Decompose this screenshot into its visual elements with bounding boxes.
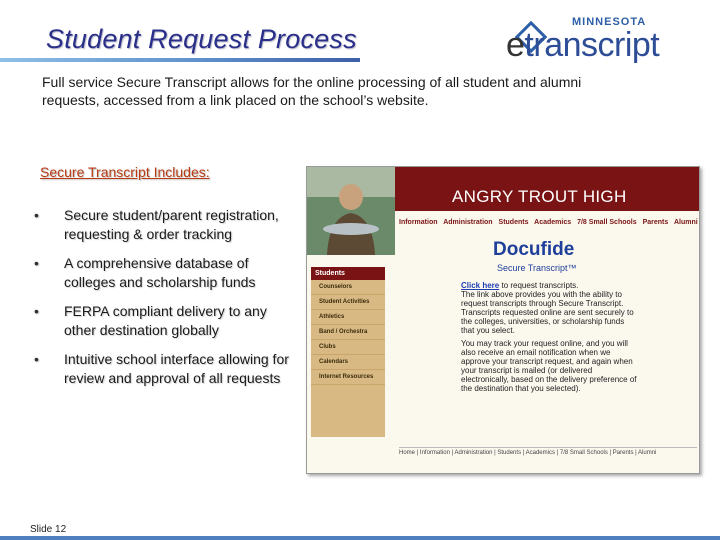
nav-item[interactable]: Alumni	[673, 219, 698, 226]
nav-item[interactable]: Administration	[443, 219, 493, 226]
sidebar-item[interactable]: Clubs	[311, 340, 385, 355]
title-underline	[0, 58, 360, 62]
sidebar-item[interactable]: Counselors	[311, 280, 385, 295]
school-website-screenshot	[306, 166, 700, 474]
nav-item[interactable]: Students	[498, 219, 529, 226]
feature-item	[34, 350, 290, 388]
bullet-icon: •	[34, 255, 39, 271]
logo-transcript: transcript	[524, 26, 660, 64]
bullet-icon: •	[34, 303, 39, 319]
sidebar-item[interactable]: Band / Orchestra	[311, 325, 385, 340]
bullet-icon: •	[34, 207, 39, 223]
body-paragraph: You may track your request online, and you will also receive an email notification when we approve your transcript request, and again when your transcript is mailed (or delivered electronically, based on the delivery preference of the destination that you selected).	[461, 339, 637, 393]
sidebar-item[interactable]: Calendars	[311, 355, 385, 370]
website-sidebar	[311, 267, 385, 437]
intro-paragraph: Full service Secure Transcript allows for the online processing of all student and alumni requests, accessed from a link placed on the school’s website.	[42, 74, 582, 108]
feature-item	[34, 254, 290, 292]
feature-list	[34, 206, 290, 398]
feature-item	[34, 206, 290, 244]
slide-number: Slide 12	[30, 524, 67, 535]
logo-e: e	[506, 26, 525, 64]
docufide-name: Docufide	[493, 239, 575, 260]
request-transcript-link[interactable]: Click here	[461, 281, 500, 290]
body-paragraph: The link above provides you with the ability to request transcripts through Secure Transcript. Transcripts requested online are sent securely to the colleges, universities, or scholarship funds that you select.	[461, 290, 634, 335]
docufide-subtitle: Secure Transcript™	[497, 263, 577, 273]
feature-text: A comprehensive database of colleges and scholarship funds	[64, 255, 256, 290]
website-body-text	[461, 281, 639, 393]
bullet-icon: •	[34, 351, 39, 367]
sidebar-item[interactable]: Student Activities	[311, 295, 385, 310]
nav-item[interactable]: Academics	[534, 219, 572, 226]
feature-item	[34, 302, 290, 340]
nav-item[interactable]: Parents	[642, 219, 669, 226]
logo-word	[506, 26, 659, 65]
website-footer-nav[interactable]: Home | Information | Administration | Students | Academics | 7/8 Small Schools | Parents | Alumni	[399, 447, 697, 456]
footer-bar	[0, 536, 720, 540]
link-suffix: to request transcripts.	[499, 281, 579, 290]
logo-state: MINNESOTA	[572, 16, 647, 28]
feature-text: Intuitive school interface allowing for review and approval of all requests	[64, 351, 289, 386]
sidebar-heading: Students	[311, 267, 385, 280]
sidebar-item[interactable]: Internet Resources	[311, 370, 385, 385]
sidebar-item[interactable]: Athletics	[311, 310, 385, 325]
nav-item[interactable]: 7/8 Small Schools	[577, 219, 637, 226]
fisherman-photo-icon	[307, 167, 395, 255]
includes-heading: Secure Transcript Includes:	[40, 164, 210, 180]
feature-text: FERPA compliant delivery to any other destination globally	[64, 303, 267, 338]
nav-item[interactable]: Information	[399, 219, 438, 226]
feature-text: Secure student/parent registration, requesting & order tracking	[64, 207, 279, 242]
minnesota-etranscript-logo	[500, 14, 660, 64]
slide-title: Student Request Process	[46, 24, 357, 54]
website-nav[interactable]	[399, 219, 697, 226]
school-name: ANGRY TROUT HIGH	[452, 187, 627, 206]
docufide-logo	[493, 239, 579, 279]
